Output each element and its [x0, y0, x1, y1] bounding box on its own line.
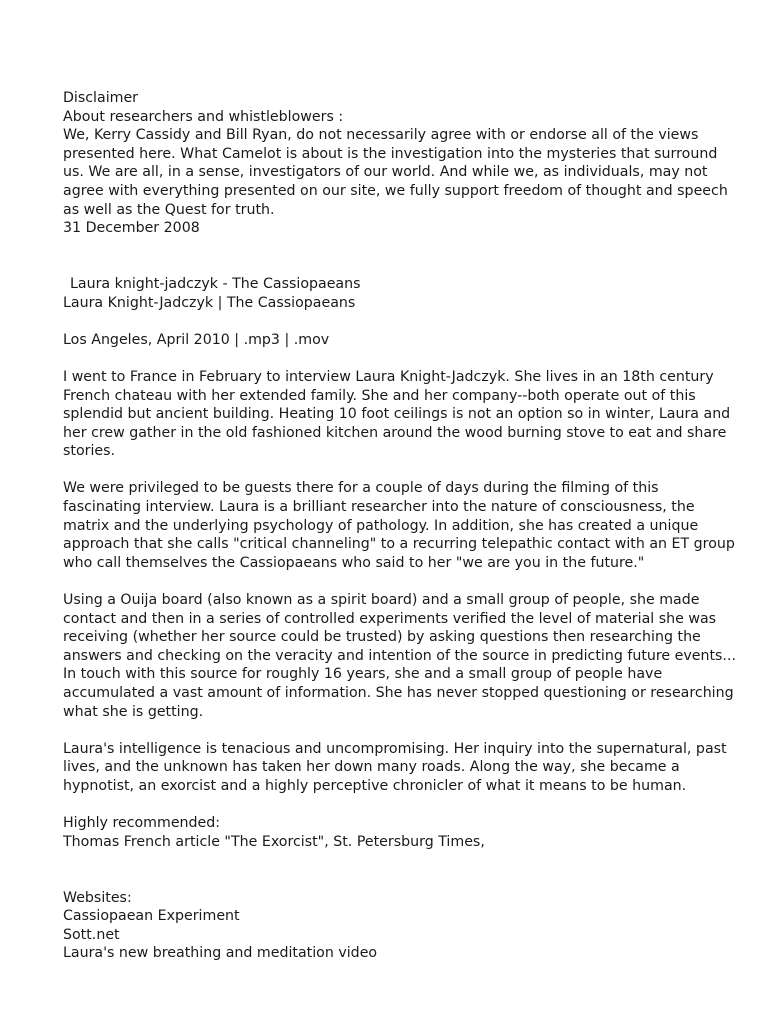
websites-heading: Websites:: [63, 889, 132, 906]
paragraph-line: hypnotist, an exorcist and a highly perceptive chronicler of what it means to be human.: [63, 777, 687, 794]
paragraph-line: answers and checking on the veracity and intention of the source in predicting future events...: [63, 647, 736, 664]
website-item: Sott.net: [63, 926, 120, 943]
paragraph-line: receiving (whether her source could be trusted) by asking questions then researching the: [63, 629, 701, 646]
paragraph-line: approach that she calls "critical channeling" to a recurring telepathic contact with an ET group: [63, 536, 735, 553]
disclaimer-line: us. We are all, in a sense, investigators of our world. And while we, as individuals, may not: [63, 164, 708, 181]
paragraph-line: stories.: [63, 443, 116, 460]
disclaimer-date: 31 December 2008: [63, 220, 200, 237]
paragraph-line: I went to France in February to interview Laura Knight-Jadczyk. She lives in an 18th century: [63, 368, 714, 385]
disclaimer-line: agree with everything presented on our site, we fully support freedom of thought and speech: [63, 182, 728, 199]
disclaimer-heading: Disclaimer: [63, 90, 139, 106]
website-item: Cassiopaean Experiment: [63, 908, 240, 925]
location-line: Los Angeles, April 2010 | .mp3 | .mov: [63, 331, 330, 348]
disclaimer-line: as well as the Quest for truth.: [63, 201, 275, 218]
paragraph-line: who call themselves the Cassiopaeans who said to her "we are you in the future.": [63, 554, 645, 571]
paragraph-line: fascinating interview. Laura is a brilliant researcher into the nature of consciousness, the: [63, 499, 695, 516]
paragraph-line: Using a Ouija board (also known as a spirit board) and a small group of people, she made: [63, 592, 700, 609]
paragraph-line: splendid but ancient building. Heating 10 foot ceilings is not an option so in winter, Laura and: [63, 406, 731, 423]
document-page: [63, 89, 736, 963]
recommended-heading: Highly recommended:: [63, 815, 221, 832]
paragraph-line: contact and then in a series of controlled experiments verified the level of material she was: [63, 610, 717, 627]
paragraph-line: what she is getting.: [63, 703, 204, 720]
paragraph-line: lives, and the unknown has taken her down many roads. Along the way, she became a: [63, 759, 680, 776]
paragraph-line: Laura's intelligence is tenacious and uncompromising. Her inquiry into the supernatural, past: [63, 740, 727, 757]
paragraph-line: In touch with this source for roughly 16 years, she and a small group of people have: [63, 666, 663, 683]
paragraph-line: French chateau with her extended family. She and her company--both operate out of this: [63, 387, 696, 404]
paragraph-line: accumulated a vast amount of information. She has never stopped questioning or researching: [63, 685, 734, 701]
disclaimer-line: We, Kerry Cassidy and Bill Ryan, do not necessarily agree with or endorse all of the views: [63, 127, 699, 144]
title-proper: Laura Knight-Jadczyk | The Cassiopaeans: [63, 294, 356, 311]
paragraph-line: matrix and the underlying psychology of pathology. In addition, she has created a unique: [63, 517, 699, 534]
title-lowercase: Laura knight-jadczyk - The Cassiopaeans: [70, 275, 361, 292]
paragraph-line: We were privileged to be guests there for a couple of days during the filming of this: [63, 480, 659, 497]
disclaimer-subheading: About researchers and whistleblowers :: [63, 108, 344, 125]
paragraph-line: her crew gather in the old fashioned kitchen around the wood burning stove to eat and share: [63, 424, 727, 441]
disclaimer-line: presented here. What Camelot is about is the investigation into the mysteries that surround: [63, 145, 718, 162]
recommended-item: Thomas French article "The Exorcist", St. Petersburg Times,: [63, 833, 485, 850]
website-item: Laura's new breathing and meditation video: [63, 945, 378, 962]
